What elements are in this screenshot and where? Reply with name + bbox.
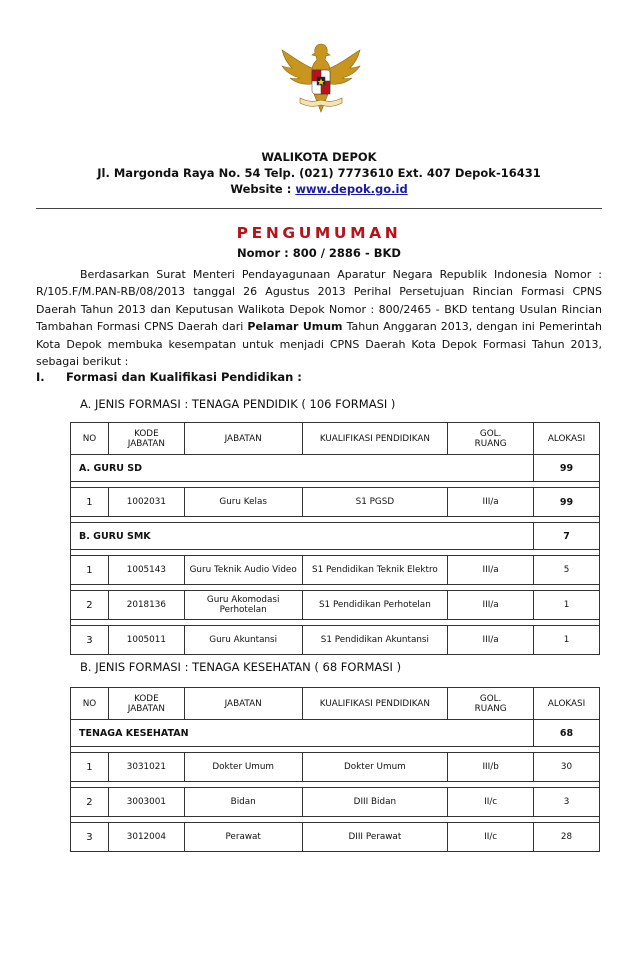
garuda-emblem-icon bbox=[276, 40, 366, 120]
formasi-b-table bbox=[70, 687, 600, 852]
header-title: WALIKOTA DEPOK bbox=[261, 150, 377, 164]
announcement-number: Nomor : 800 / 2886 - BKD bbox=[237, 246, 401, 260]
table-row: 1 1005143 Guru Teknik Audio Video S1 Pendidikan Teknik Elektro III/a 5 bbox=[71, 556, 600, 585]
intro-paragraph: Berdasarkan Surat Menteri Pendayagunaan Aparatur Negara Republik Indonesia Nomor : R/105.F/M.PAN-RB/08/2013 tanggal 26 Agustus 2013 Perihal Persetujuan Rincian Formasi CPNS Daerah Tahun 2013 dan Keputusan Walikota Depok Nomor : 800/2465 - BKD tentang Usulan Rincian Tambahan Formasi CPNS Daerah dari Pelamar Umum Tahun Anggaran 2013, dengan ini Pemerintah Kota Depok membuka kesempatan untuk menjadi CPNS Daerah Kota Depok Formasi Tahun 2013, sebagai berikut : bbox=[36, 268, 603, 369]
table-header-row: NO KODE JABATAN JABATAN KUALIFIKASI PENDIDIKAN GOL. RUANG ALOKASI bbox=[71, 688, 600, 720]
pelamar-umum-text: Pelamar Umum bbox=[247, 320, 343, 334]
table-row: 2 3003001 Bidan DIII Bidan II/c 3 bbox=[71, 788, 600, 817]
group-row: TENAGA KESEHATAN 68 bbox=[71, 720, 600, 747]
section-heading: I. Formasi dan Kualifikasi Pendidikan : bbox=[36, 370, 302, 384]
header-divider bbox=[36, 208, 602, 209]
header-website bbox=[0, 182, 638, 196]
header-address: Jl. Margonda Raya No. 54 Telp. (021) 7773610 Ext. 407 Depok-16431 bbox=[97, 166, 541, 180]
formasi-b-label: B. JENIS FORMASI : TENAGA KESEHATAN ( 68 FORMASI ) bbox=[80, 660, 402, 674]
table-row: 1 1002031 Guru Kelas S1 PGSD III/a 99 bbox=[71, 488, 600, 517]
formasi-a-table bbox=[70, 422, 600, 655]
formasi-a-label: A. JENIS FORMASI : TENAGA PENDIDIK ( 106 FORMASI ) bbox=[80, 397, 396, 411]
table-row: 3 3012004 Perawat DIII Perawat II/c 28 bbox=[71, 823, 600, 852]
table-row: 2 2018136 Guru Akomodasi Perhotelan S1 Pendidikan Perhotelan III/a 1 bbox=[71, 591, 600, 620]
table-row: 3 1005011 Guru Akuntansi S1 Pendidikan Akuntansi III/a 1 bbox=[71, 626, 600, 655]
website-label: Website : bbox=[230, 182, 296, 196]
group-row: B. GURU SMK 7 bbox=[71, 523, 600, 550]
table-row: 1 3031021 Dokter Umum Dokter Umum III/b 30 bbox=[71, 753, 600, 782]
website-link[interactable]: www.depok.go.id bbox=[295, 182, 408, 196]
announcement-title: PENGUMUMAN bbox=[236, 224, 402, 242]
table-header-row: NO KODE JABATAN JABATAN KUALIFIKASI PENDIDIKAN GOL. RUANG ALOKASI bbox=[71, 423, 600, 455]
group-row: A. GURU SD 99 bbox=[71, 455, 600, 482]
